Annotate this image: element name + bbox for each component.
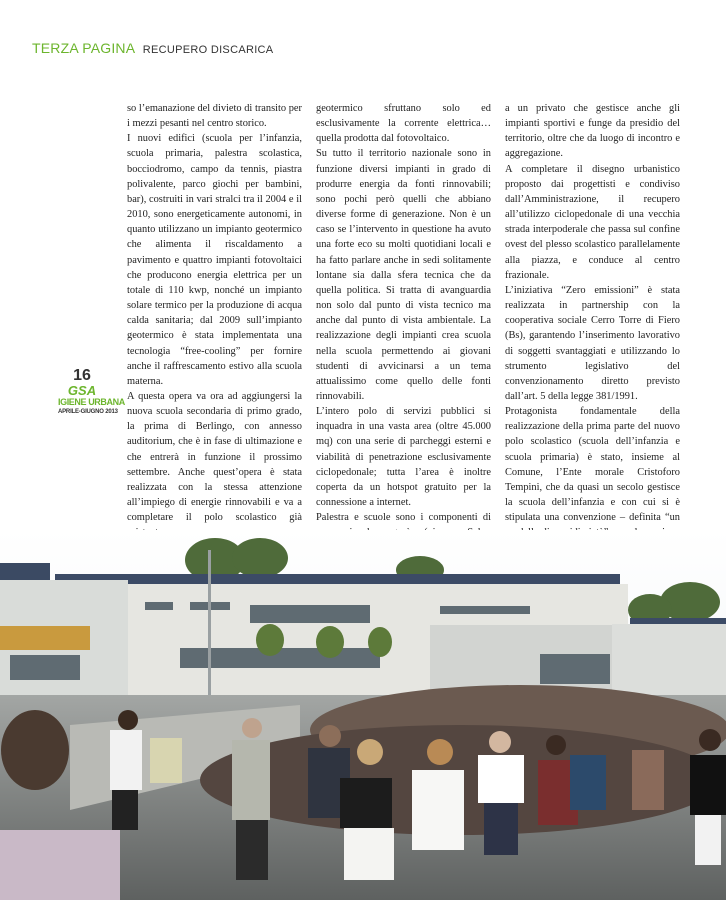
article-column-2 (316, 101, 491, 551)
issue-date: APRILE-GIUGNO 2013 (58, 409, 118, 415)
school-square-photo (0, 530, 726, 900)
paragraph: L’intero polo di servizi pubblici si inquadra in una vasta area (oltre 45.000 mq) con una serie di parcheggi esterni e viabilità di penetrazione esclusivamente ciclopedonale; tutta l’area è inoltre coperta da un hotspot gratuito per la connessione a internet. (316, 406, 491, 509)
paragraph: A questa opera va ora ad aggiungersi la nuova scuola secondaria di primo grado, la prima di Berlingo, con annesso auditorium, che è in fase di ultimazione e che entrerà in funzione il prossimo settembre. Anche quest’opera è stata realizzata con la stessa attenzione all’impiego di energie rinnovabili e va a completare il polo scolastico già (127, 390, 302, 524)
paragraph: so l’emanazione del divieto di transito per i mezzi pesanti nel centro storico. (127, 103, 302, 130)
paragraph: A completare il disegno urbanistico proposto dai progettisti e condiviso dall’Amministrazione, il recupero all’utilizzo ciclopedonale di una vecchia strada interpoderale che passa sul confine ovest del plesso scolastico parallelamente alla piazza, e conduce al centro frazionale. (505, 163, 680, 281)
folio (58, 367, 125, 416)
section-topic: RECUPERO DISCARICA (142, 44, 274, 56)
paragraph: Protagonista fondamentale della realizzazione della prima parte del nuovo polo scolastico (scuola dell’infanzia e scuola primaria) è stato, insieme al Comune, l’Ente morale Cristoforo Tempini, che da quasi un secolo gestisce la scuola dell’infanzia e con cui si è stipulata una convenzione – definita “un (505, 406, 680, 524)
paragraph: Su tutto il territorio nazionale sono in funzione diversi impianti in grado di produrre energia da fonti rinnovabili; sono pochi però quelli che abbiano diverse forme di generazione. Non è un caso se l’intervento in questione ha avuto una forte eco su molti quotidiani locali e ha fatto parlare anche in sedi solitamente lontane sia dalla sfera tecnica che da quella politica. Si tratta di avanguardia non solo dal punto di vista tecnico ma anche dal punto di vista ambientale. La realizzazione degli impianti crea scuola nella scuola permettendo ai giovani studenti di avvicinarsi a un tema attualissimo come quello delle fonti rinnovabili. (316, 148, 491, 402)
paragraph: geotermico sfruttano solo ed esclusivamente la corrente elettrica… quella prodotta dal fotovoltaico. (316, 103, 491, 145)
paragraph: a un privato che gestisce anche gli impianti sportivi e funge da presidio del territorio, oltre che da luogo di incontro e aggregazione. (505, 103, 680, 160)
paragraph: L’iniziativa “Zero emissioni” è stata realizzata in partnership con la cooperativa sociale Cerro Torre di Fiero (Bs), garantendo l’inserimento lavorativo di soggetti svantaggiati e utilizzando lo strumento legislativo del convenzionamento diretto previsto dall’art. 5 della legge 381/1991. (505, 284, 680, 402)
section-title: TERZA PAGINA (32, 40, 136, 56)
magazine-logo: GSA (67, 383, 97, 398)
magazine-name: IGIENE URBANA (58, 397, 125, 407)
paragraph: Palestra e scuole sono i componenti di (316, 512, 491, 524)
running-header (32, 40, 273, 58)
article-column-3 (505, 101, 680, 551)
page-number: 16 (73, 367, 91, 384)
paragraph: I nuovi edifici (scuola per l’infanzia, scuola primaria, palestra scolastica, bocciodromo, campo da tennis, piastra polivalente, parco giochi per bambini, bar), costruiti in vari stralci tra il 2004 e il 2010, sono energeticamente autonomi, in quanto utilizzano un impianto geotermico che alimenta il riscaldamento a pavimento e quattro impianti fotovoltaici che producono energia elettrica per un totale di 110 kwp, nonché un impianto solare termico per la produzione di acqua calda sanitaria; dal 2009 sull’impianto geotermico è stata implementata una tecnologia “free-cooling” per fornire anche il raffrescamento estivo alla scuola materna. (127, 133, 302, 387)
article-column-1 (127, 101, 302, 551)
